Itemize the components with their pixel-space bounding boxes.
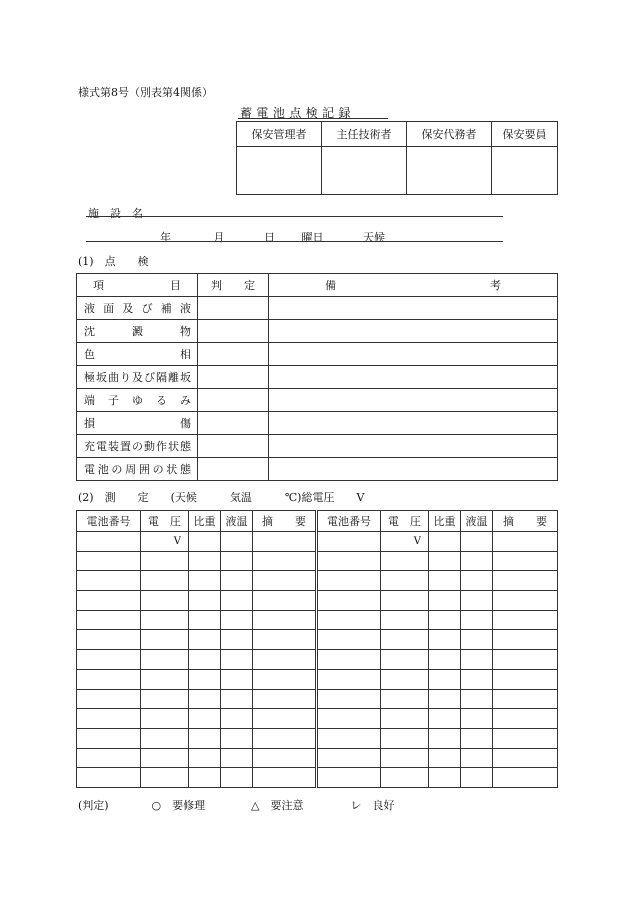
temperature-cell[interactable] (221, 610, 253, 630)
battery-number-cell[interactable] (77, 571, 141, 591)
table-row (77, 689, 558, 709)
battery-number-cell[interactable] (317, 532, 381, 552)
battery-number-cell[interactable] (77, 610, 141, 630)
header-battery-number: 電池番号 (77, 511, 141, 532)
voltage-cell[interactable] (141, 709, 189, 729)
summary-cell[interactable] (253, 532, 317, 552)
signature-box-deputy[interactable] (407, 147, 492, 195)
inspection-item: 液面及び補液 (77, 297, 198, 320)
gravity-cell[interactable] (189, 532, 221, 552)
table-row (77, 366, 558, 389)
signature-box-chief-engineer[interactable] (322, 147, 407, 195)
battery-number-cell[interactable] (317, 748, 381, 768)
gravity-cell[interactable] (429, 728, 461, 748)
signature-header-staff: 保安要員 (492, 122, 558, 147)
section1-title: (1) 点 検 (78, 255, 149, 268)
temperature-cell[interactable] (461, 768, 493, 788)
voltage-cell[interactable] (141, 650, 189, 670)
voltage-cell[interactable] (381, 689, 429, 709)
battery-number-cell[interactable] (317, 768, 381, 788)
battery-number-cell[interactable] (317, 669, 381, 689)
inspection-item: 色相 (77, 343, 198, 366)
year-label: 年 (160, 231, 171, 244)
remarks-cell[interactable] (269, 320, 558, 343)
temperature-cell[interactable] (461, 591, 493, 611)
weekday-label: 曜日 (301, 231, 324, 244)
judgement-cell[interactable] (198, 458, 269, 481)
table-row (77, 768, 558, 788)
gravity-cell[interactable] (429, 571, 461, 591)
table-row (77, 650, 558, 670)
signature-header-deputy: 保安代務者 (407, 122, 492, 147)
temperature-cell[interactable] (221, 650, 253, 670)
signature-box-staff[interactable] (492, 147, 558, 195)
header-voltage: 電 圧 (141, 511, 189, 532)
voltage-cell[interactable]: V (381, 532, 429, 552)
header-remarks: 備 考 (269, 274, 558, 297)
voltage-cell[interactable] (141, 728, 189, 748)
signature-header-safety-manager: 保安管理者 (237, 122, 322, 147)
temperature-cell[interactable] (221, 669, 253, 689)
summary-cell[interactable] (493, 709, 558, 729)
inspection-item: 沈澱物 (77, 320, 198, 343)
temperature-cell[interactable] (461, 748, 493, 768)
temperature-cell[interactable] (221, 768, 253, 788)
remarks-cell[interactable] (269, 297, 558, 320)
title-underline (238, 118, 388, 119)
gravity-cell[interactable] (189, 748, 221, 768)
battery-number-cell[interactable] (317, 689, 381, 709)
temperature-cell[interactable] (461, 630, 493, 650)
gravity-cell[interactable] (189, 709, 221, 729)
legend-label: (判定) (78, 799, 109, 812)
remarks-cell[interactable] (269, 458, 558, 481)
voltage-cell[interactable] (141, 551, 189, 571)
legend-good: レ 良好 (350, 799, 395, 812)
gravity-cell[interactable] (189, 571, 221, 591)
table-row (77, 297, 558, 320)
gravity-cell[interactable] (189, 610, 221, 630)
header-specific-gravity: 比重 (189, 511, 221, 532)
table-row (77, 389, 558, 412)
battery-number-cell[interactable] (77, 709, 141, 729)
gravity-cell[interactable] (429, 591, 461, 611)
facility-name-field[interactable] (86, 216, 503, 217)
voltage-cell[interactable] (381, 630, 429, 650)
table-row (77, 669, 558, 689)
voltage-cell[interactable] (141, 669, 189, 689)
voltage-cell[interactable] (141, 630, 189, 650)
table-row (77, 571, 558, 591)
temperature-cell[interactable] (461, 610, 493, 630)
summary-cell[interactable] (253, 748, 317, 768)
legend-caution: △ 要注意 (251, 799, 304, 812)
summary-cell[interactable] (493, 768, 558, 788)
temperature-cell[interactable] (461, 728, 493, 748)
inspection-item: 損傷 (77, 412, 198, 435)
judgement-cell[interactable] (198, 297, 269, 320)
measurement-table (76, 510, 558, 788)
judgement-cell[interactable] (198, 412, 269, 435)
judgement-cell[interactable] (198, 389, 269, 412)
gravity-cell[interactable] (189, 591, 221, 611)
temperature-cell[interactable] (461, 532, 493, 552)
voltage-cell[interactable] (141, 571, 189, 591)
gravity-cell[interactable] (189, 768, 221, 788)
summary-cell[interactable] (493, 610, 558, 630)
table-row (77, 532, 558, 552)
table-row (77, 551, 558, 571)
voltage-cell[interactable]: V (141, 532, 189, 552)
day-label: 日 (264, 231, 275, 244)
battery-number-cell[interactable] (317, 551, 381, 571)
table-row (77, 610, 558, 630)
month-label: 月 (213, 231, 225, 244)
table-row (77, 320, 558, 343)
voltage-cell[interactable] (381, 650, 429, 670)
weather-label: 天候 (363, 231, 385, 244)
form-number: 様式第8号（別表第4関係） (78, 86, 213, 99)
header-item: 項 目 (77, 274, 198, 297)
table-row (77, 435, 558, 458)
table-row (77, 458, 558, 481)
gravity-cell[interactable] (189, 728, 221, 748)
battery-number-cell[interactable] (317, 728, 381, 748)
summary-cell[interactable] (493, 630, 558, 650)
remarks-cell[interactable] (269, 343, 558, 366)
remarks-cell[interactable] (269, 366, 558, 389)
judgement-cell[interactable] (198, 320, 269, 343)
table-row (77, 412, 558, 435)
summary-cell[interactable] (493, 689, 558, 709)
battery-number-cell[interactable] (77, 532, 141, 552)
table-row (77, 591, 558, 611)
temperature-cell[interactable] (221, 591, 253, 611)
temperature-cell[interactable] (461, 689, 493, 709)
temperature-cell[interactable] (461, 650, 493, 670)
inspection-item: 端子ゆるみ (77, 389, 198, 412)
temperature-cell[interactable] (461, 551, 493, 571)
summary-cell[interactable] (493, 748, 558, 768)
gravity-cell[interactable] (429, 610, 461, 630)
gravity-cell[interactable] (429, 532, 461, 552)
summary-cell[interactable] (253, 728, 317, 748)
signature-box-safety-manager[interactable] (237, 147, 322, 195)
summary-cell[interactable] (493, 669, 558, 689)
battery-number-cell[interactable] (77, 630, 141, 650)
voltage-cell[interactable] (381, 728, 429, 748)
inspection-item: 電池の周囲の状態 (77, 458, 198, 481)
temperature-cell[interactable] (221, 571, 253, 591)
summary-cell[interactable] (493, 650, 558, 670)
battery-number-cell[interactable] (317, 571, 381, 591)
summary-cell[interactable] (253, 650, 317, 670)
date-row (160, 229, 385, 245)
summary-cell[interactable] (493, 728, 558, 748)
table-row (77, 748, 558, 768)
gravity-cell[interactable] (189, 630, 221, 650)
voltage-cell[interactable] (381, 571, 429, 591)
table-row (77, 630, 558, 650)
remarks-cell[interactable] (269, 389, 558, 412)
gravity-cell[interactable] (429, 689, 461, 709)
battery-number-cell[interactable] (77, 728, 141, 748)
judgement-cell[interactable] (198, 366, 269, 389)
voltage-cell[interactable] (381, 669, 429, 689)
header-specific-gravity: 比重 (429, 511, 461, 532)
summary-cell[interactable] (253, 591, 317, 611)
voltage-cell[interactable] (141, 689, 189, 709)
gravity-cell[interactable] (189, 669, 221, 689)
voltage-cell[interactable] (141, 610, 189, 630)
remarks-cell[interactable] (269, 435, 558, 458)
header-liquid-temperature: 液温 (461, 511, 493, 532)
battery-number-cell[interactable] (317, 709, 381, 729)
header-liquid-temperature: 液温 (221, 511, 253, 532)
table-row (77, 728, 558, 748)
summary-cell[interactable] (253, 551, 317, 571)
summary-cell[interactable] (253, 709, 317, 729)
temperature-cell[interactable] (221, 728, 253, 748)
signature-table (236, 121, 558, 195)
summary-cell[interactable] (253, 689, 317, 709)
header-judgement: 判 定 (198, 274, 269, 297)
temperature-cell[interactable] (461, 669, 493, 689)
inspection-item: 充電装置の動作状態 (77, 435, 198, 458)
facility-name-label: 施 設 名 (88, 207, 143, 220)
gravity-cell[interactable] (429, 630, 461, 650)
voltage-cell[interactable] (141, 591, 189, 611)
temperature-cell[interactable] (221, 532, 253, 552)
battery-number-cell[interactable] (317, 591, 381, 611)
remarks-cell[interactable] (269, 412, 558, 435)
battery-number-cell[interactable] (317, 630, 381, 650)
summary-cell[interactable] (253, 768, 317, 788)
battery-number-cell[interactable] (77, 748, 141, 768)
table-row (77, 343, 558, 366)
section2-title: (2) 測 定 (天候 気温 ℃)総電圧 V (78, 491, 365, 504)
date-field-line[interactable] (86, 241, 503, 242)
battery-number-cell[interactable] (77, 689, 141, 709)
summary-cell[interactable] (253, 630, 317, 650)
voltage-cell[interactable] (381, 551, 429, 571)
temperature-cell[interactable] (221, 630, 253, 650)
voltage-cell[interactable] (381, 591, 429, 611)
voltage-cell[interactable] (381, 709, 429, 729)
voltage-cell[interactable] (381, 748, 429, 768)
header-summary: 摘 要 (253, 511, 317, 532)
summary-cell[interactable] (493, 532, 558, 552)
battery-number-cell[interactable] (77, 650, 141, 670)
inspection-table (76, 273, 558, 481)
battery-number-cell[interactable] (317, 610, 381, 630)
gravity-cell[interactable] (189, 650, 221, 670)
battery-number-cell[interactable] (317, 650, 381, 670)
voltage-cell[interactable] (141, 768, 189, 788)
summary-cell[interactable] (493, 591, 558, 611)
temperature-cell[interactable] (221, 748, 253, 768)
inspection-item: 極坂曲り及び隔離坂 (77, 366, 198, 389)
summary-cell[interactable] (253, 610, 317, 630)
battery-number-cell[interactable] (77, 551, 141, 571)
voltage-cell[interactable] (381, 768, 429, 788)
battery-number-cell[interactable] (77, 669, 141, 689)
judgement-cell[interactable] (198, 343, 269, 366)
temperature-cell[interactable] (221, 551, 253, 571)
gravity-cell[interactable] (429, 650, 461, 670)
gravity-cell[interactable] (429, 669, 461, 689)
legend-repair: ○ 要修理 (151, 799, 206, 812)
judgement-legend (78, 797, 395, 813)
temperature-cell[interactable] (461, 709, 493, 729)
battery-number-cell[interactable] (77, 768, 141, 788)
summary-cell[interactable] (493, 551, 558, 571)
gravity-cell[interactable] (429, 748, 461, 768)
header-voltage: 電 圧 (381, 511, 429, 532)
temperature-cell[interactable] (221, 709, 253, 729)
gravity-cell[interactable] (429, 768, 461, 788)
document-title: 蓄 電 池 点 検 記 録 (240, 106, 351, 120)
gravity-cell[interactable] (189, 551, 221, 571)
gravity-cell[interactable] (429, 551, 461, 571)
voltage-cell[interactable] (381, 610, 429, 630)
summary-cell[interactable] (253, 571, 317, 591)
judgement-cell[interactable] (198, 435, 269, 458)
gravity-cell[interactable] (189, 689, 221, 709)
header-battery-number: 電池番号 (317, 511, 381, 532)
gravity-cell[interactable] (429, 709, 461, 729)
signature-header-chief-engineer: 主任技術者 (322, 122, 407, 147)
temperature-cell[interactable] (461, 571, 493, 591)
summary-cell[interactable] (493, 571, 558, 591)
battery-number-cell[interactable] (77, 591, 141, 611)
summary-cell[interactable] (253, 669, 317, 689)
voltage-cell[interactable] (141, 748, 189, 768)
header-summary: 摘 要 (493, 511, 558, 532)
table-row (77, 709, 558, 729)
temperature-cell[interactable] (221, 689, 253, 709)
